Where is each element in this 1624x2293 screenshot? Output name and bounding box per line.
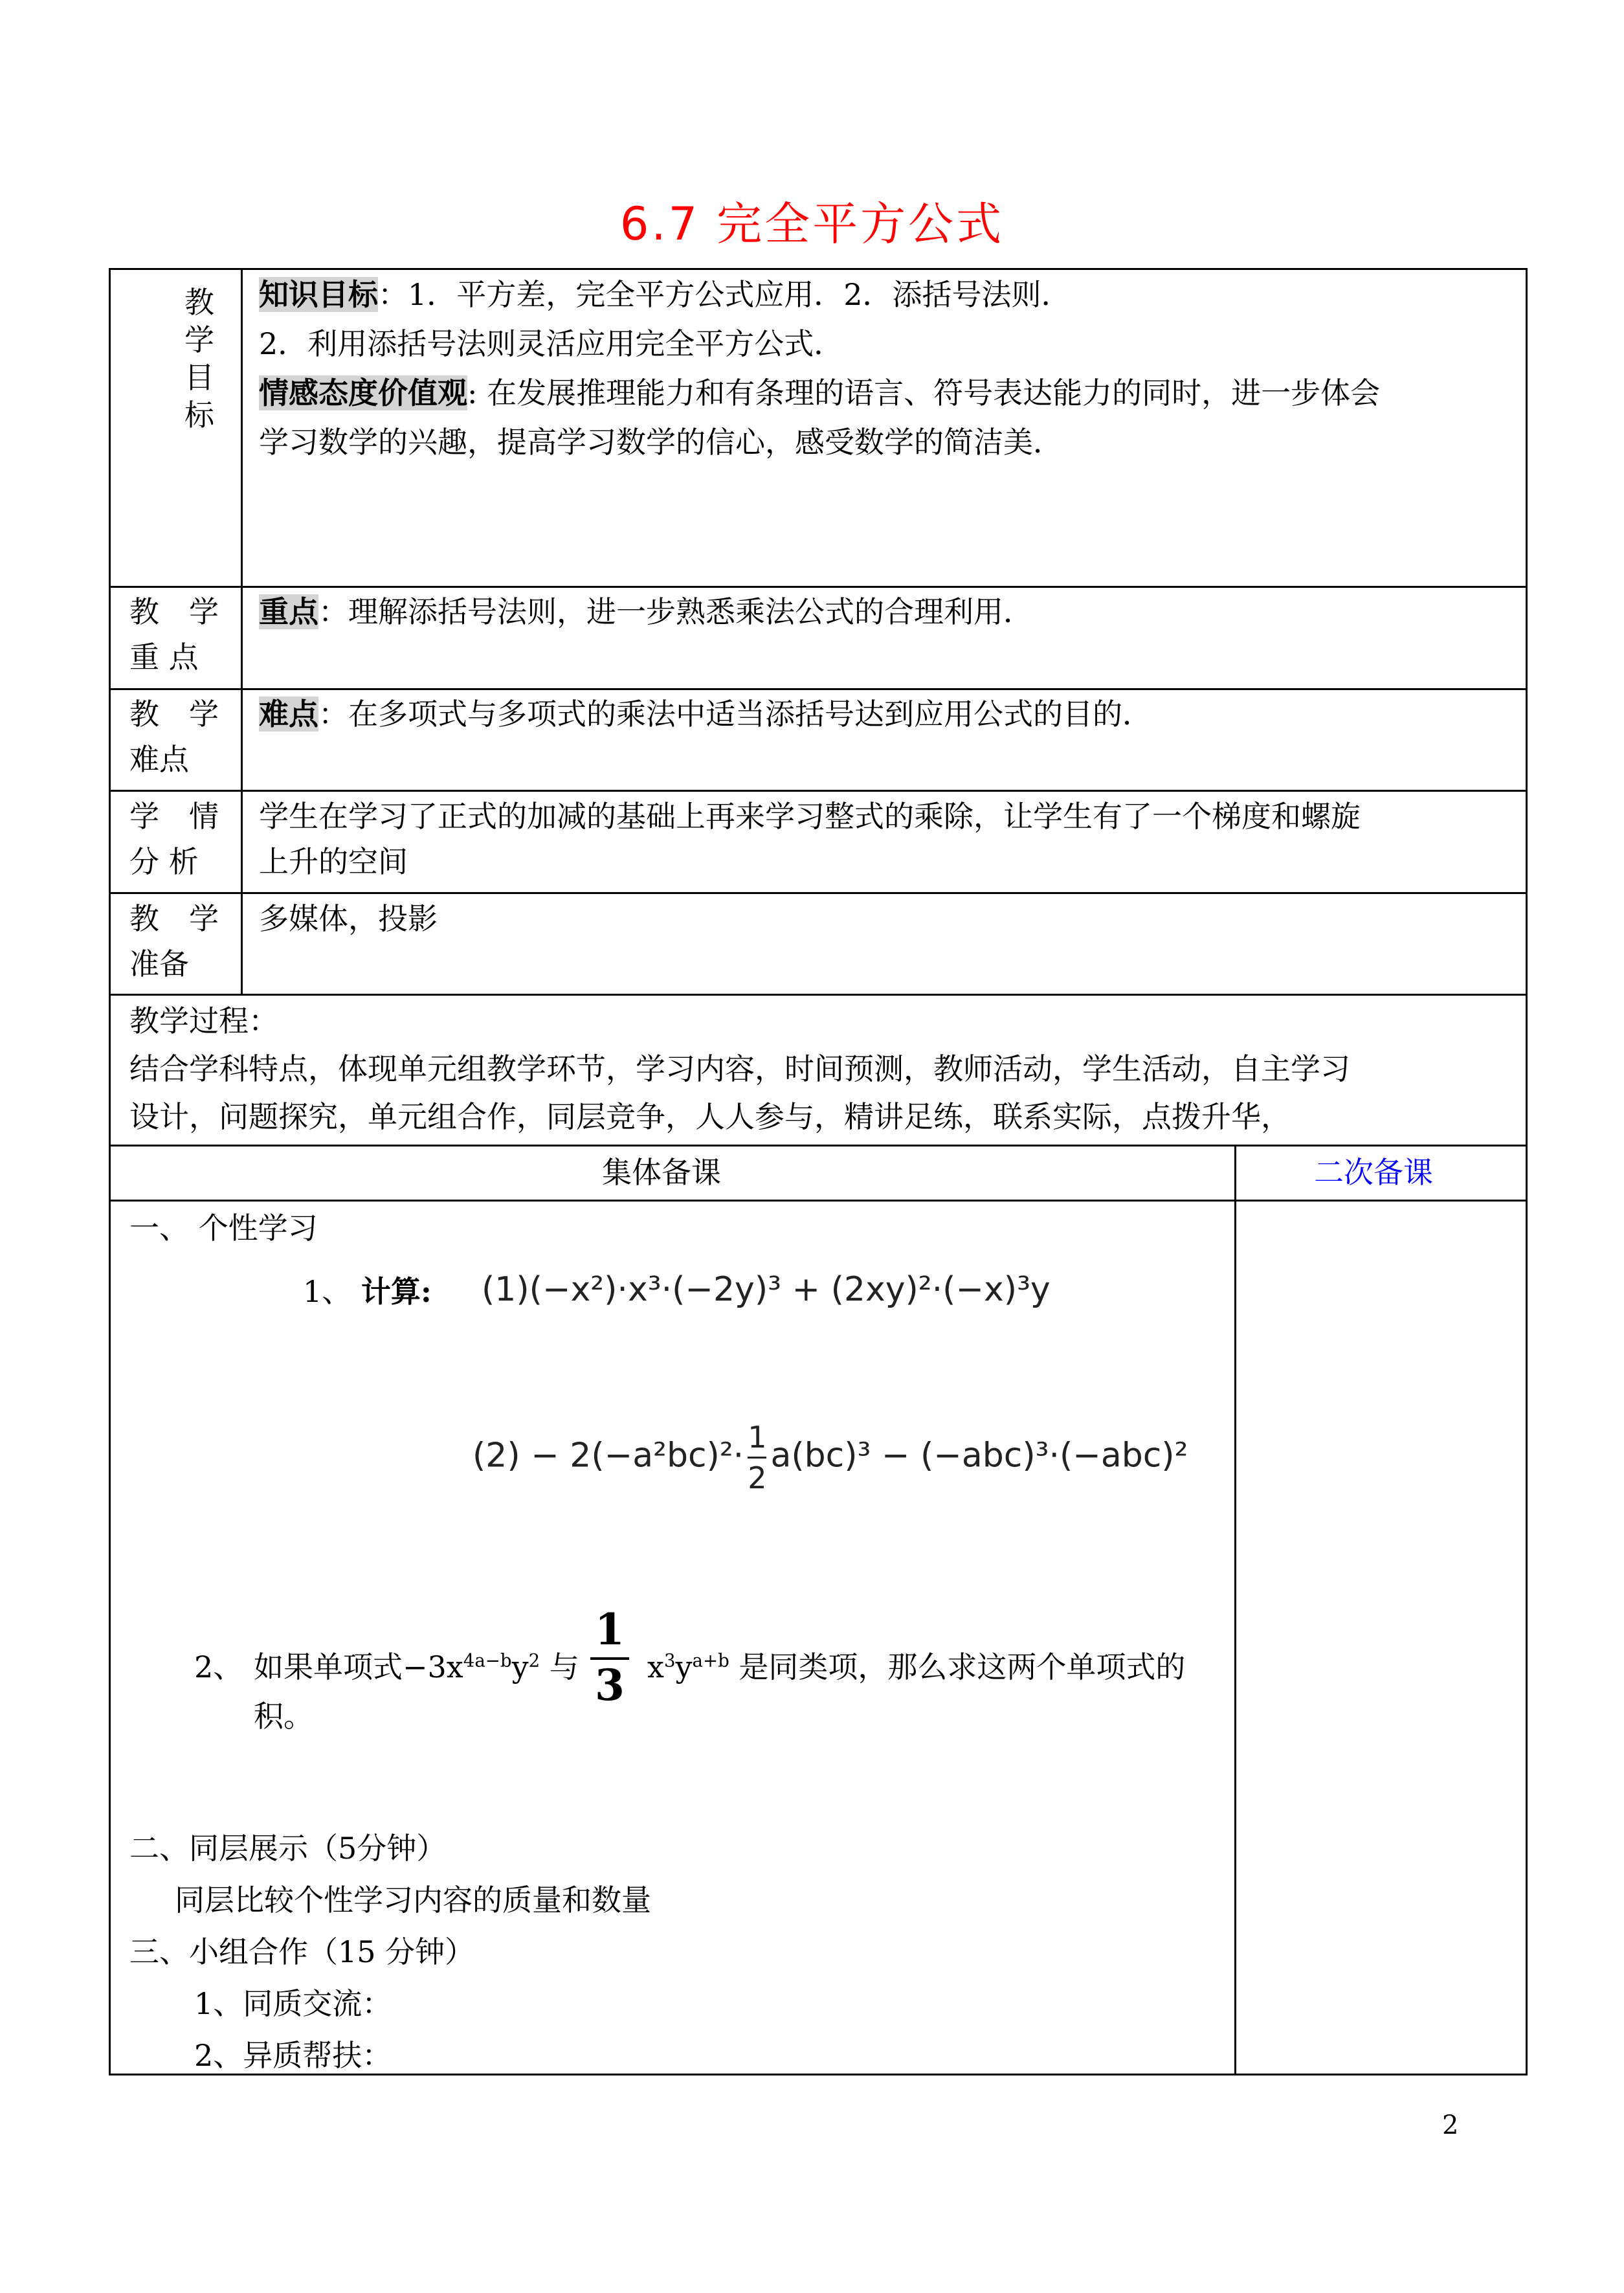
section-1-heading: 一、 个性学习 [129, 1211, 318, 1246]
row-divider [109, 994, 1528, 996]
knowledge-goal: 知识目标：1．平方差，完全平方公式应用．2．添括号法则． [259, 277, 1071, 312]
secondary-column-divider [1234, 1145, 1236, 2075]
analysis-text-1: 学生在学习了正式的加减的基础上再来学习整式的乘除，让学生有了一个梯度和螺旋 [259, 799, 1361, 834]
section-3-item-2: 2、异质帮扶： [194, 2038, 392, 2073]
problem-2-text-cont: $x^3y^{a+b}$ 是同类项，那么求这两个单项式的 [647, 1650, 1186, 1684]
secondary-prep-header: 二次备课 [1314, 1155, 1433, 1190]
section-3-heading: 三、小组合作（15 分钟） [129, 1934, 475, 1969]
focus-text: 重点：理解添括号法则，进一步熟悉乘法公式的合理利用． [259, 594, 1033, 629]
question-1-expression: (1)(−x²)·x³·(−2y)³ + (2xy)²·(−x)³y [482, 1270, 1051, 1309]
row-divider [109, 892, 1528, 894]
process-line-2: 设计，问题探究，单元组合作，同层竞争，人人参与，精讲足练，联系实际，点拨升华， [129, 1099, 1291, 1134]
emotion-goal: 情感态度价值观: 在发展推理能力和有条理的语言、符号表达能力的同时，进一步体会 [259, 375, 1381, 410]
problem-2-fraction: 1 3 [590, 1604, 629, 1710]
section-2-text: 同层比较个性学习内容的质量和数量 [175, 1883, 651, 1918]
section-3-item-1: 1、同质交流： [194, 1986, 392, 2021]
row-divider [109, 586, 1528, 588]
difficulty-text: 难点：在多项式与多项式的乘法中适当添括号达到应用公式的目的． [259, 697, 1152, 732]
analysis-text-2: 上升的空间 [259, 844, 408, 879]
section-2-heading: 二、同层展示（5分钟） [129, 1831, 447, 1866]
difficulty-label: 教 学 难点 [129, 697, 219, 777]
page-title: 6.7 完全平方公式 [619, 197, 1005, 251]
row-divider [109, 688, 1528, 690]
focus-label: 教 学 重 点 [129, 594, 219, 675]
prep-label: 教 学 准备 [129, 901, 219, 981]
table-border-left [109, 268, 111, 2075]
collective-prep-header: 集体备课 [602, 1155, 721, 1190]
label-column-divider [241, 268, 243, 996]
page-number: 2 [1442, 2110, 1459, 2140]
goal-line-2: 2．利用添括号法则灵活应用完全平方公式． [259, 326, 844, 361]
problem-2-text-end: 积。 [254, 1699, 313, 1734]
row-divider [109, 1145, 1528, 1146]
table-border-top [109, 268, 1528, 270]
problem-2-label: 2、 [194, 1650, 243, 1684]
analysis-label: 学 情 分 析 [129, 799, 219, 879]
problem-2-text: 如果单项式$-3x^{4a-b}y^2$ 与 [254, 1650, 579, 1684]
emotion-goal-cont: 学习数学的兴趣，提高学习数学的信心，感受数学的简洁美． [259, 425, 1063, 460]
prep-text: 多媒体，投影 [259, 901, 438, 936]
question-1-label: 1、 计算: [303, 1274, 432, 1309]
question-2-expression: (2) − 2(−a²bc)²· $\frac{1}{2}$ a(bc)³ − (−abc)³·(−abc)² [473, 1418, 1188, 1497]
process-heading: 教学过程： [129, 1003, 278, 1038]
process-line-1: 结合学科特点，体现单元组教学环节，学习内容，时间预测，教师活动，学生活动，自主学习 [129, 1051, 1350, 1086]
row-divider [109, 790, 1528, 792]
table-border-right [1526, 268, 1528, 2075]
row-divider [109, 1200, 1528, 1202]
